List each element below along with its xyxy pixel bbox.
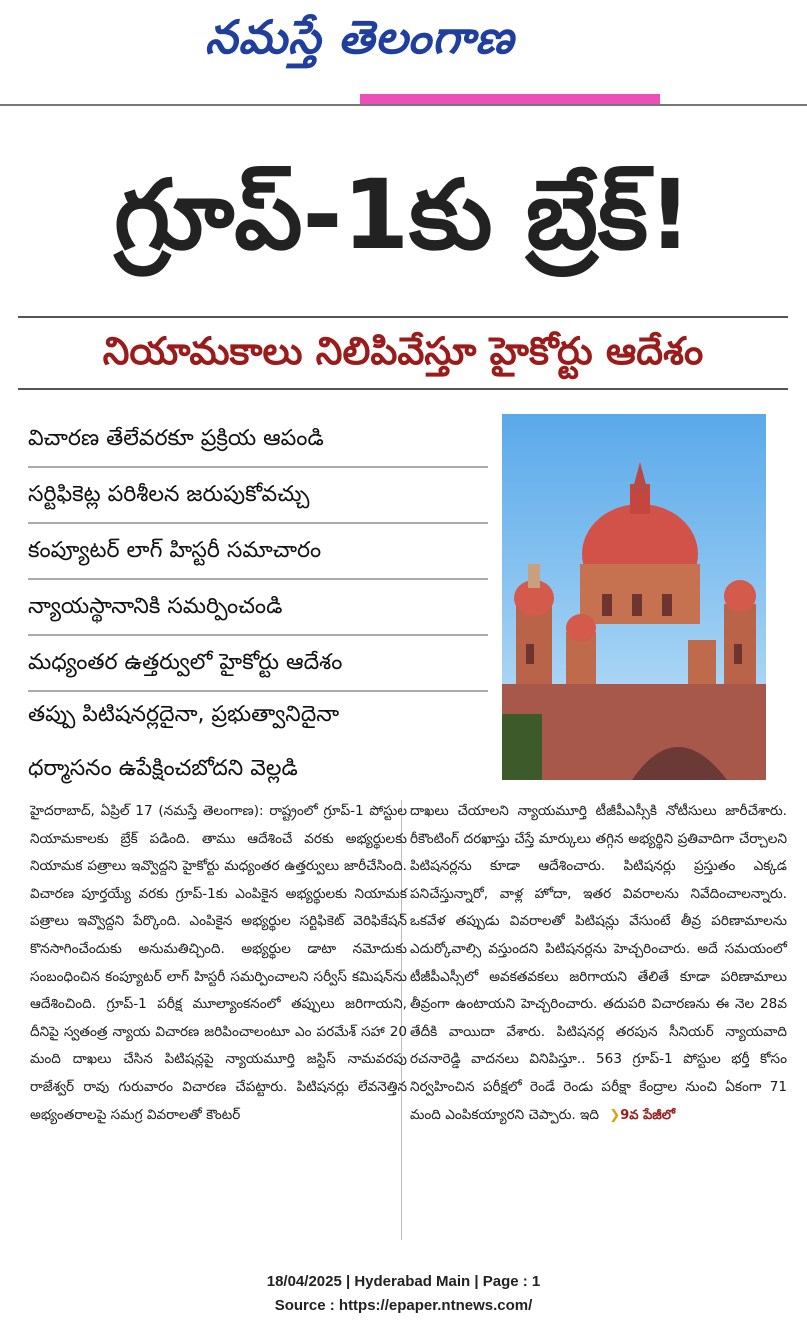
highlight-item: సర్టిఫికెట్ల పరిశీలన జరుపుకోవచ్చు [28, 468, 488, 524]
highlight-item: ధర్మాసనం ఉపేక్షించబోదని వెల్లడి [28, 756, 298, 781]
subheadline-bottom-rule [18, 388, 788, 390]
highlight-item: విచారణ తేలేవరకూ ప్రక్రియ ఆపండి [28, 412, 488, 468]
footer-date-edition: 18/04/2025 | Hyderabad Main | Page : 1 [266, 1273, 541, 1290]
highlight-item: తప్పు పిటిషనర్లదైనా, ప్రభుత్వానిదైనా [28, 702, 340, 727]
high-court-photo [502, 414, 766, 780]
high-court-building-image [502, 414, 766, 780]
headline: గ్రూప్-1కు బ్రేక్! [114, 159, 692, 271]
page-footer [0, 1270, 807, 1318]
highlight-item: మధ్యంతర ఉత్తర్వులో హైకోర్టు ఆదేశం [28, 636, 488, 692]
footer-source[interactable]: Source : https://epaper.ntnews.com/ [274, 1297, 533, 1314]
masthead-rule [0, 104, 807, 106]
subheadline-top-rule [18, 316, 788, 318]
continued-on-page-link[interactable] [609, 1102, 675, 1130]
highlights-list-2 [28, 688, 488, 796]
continued-on-page-label: 9వ పేజీలో [620, 1107, 676, 1123]
article-column-2 [410, 798, 787, 1129]
highlights-list [28, 412, 488, 692]
article-column-1: హైదరాబాద్, ఏప్రిల్ 17 (నమస్తే తెలంగాణ): రాష్ట్రంలో గ్రూప్-1 పోస్టుల నియామకాలకు బ్రేక్ పడింది. తాము ఆదేశించే వరకు అభ్యర్థులకు నియామక పత్రాలు ఇవ్వొద్దని హైకోర్టు మధ్యంతర ఉత్తర్వులు జారీచేసింది. విచారణ పూర్తయ్యే వరకు గ్రూప్-1కు ఎంపికైన అభ్యర్థులకు నియామక పత్రాలు ఇవ్వొద్దని పేర్కొంది. ఎంపికైన అభ్యర్థుల సర్టిఫికెట్ వెరిఫికేషన్ కొనసాగించేందుకు అనుమతిచ్చింది. అభ్యర్థుల డాటా నమోదుకు సంబంధించిన కంప్యూటర్ లాగ్ హిస్టరీ సమర్పించాలని సర్వీస్ కమిషన్‌ను ఆదేశించింది. గ్రూప్-1 పరీక్ష మూల్యాంకనంలో తప్పులు జరిగాయని, దీనిపై స్వతంత్ర న్యాయ విచారణ జరిపించాలంటూ ఎం పరమేశ్ సహా 20 మంది దాఖలు చేసిన పిటిషన్లపై న్యాయమూర్తి జస్టిస్ నామవరపు రాజేశ్వర్ రావు గురువారం విచారణ చేపట్టారు. పిటిషనర్లు లేవనెత్తిన అభ్యంతరాలపై సమగ్ర వివరాలతో కౌంటర్ [30, 803, 407, 1123]
article-column-2-text: దాఖలు చేయాలని న్యాయమూర్తి టీజీపీఎస్సీకి నోటీసులు జారీచేశారు. రీకౌంటింగ్ దరఖాస్తు చేస్తే మార్కులు తగ్గిన అభ్యర్థిని ప్రతివాదిగా చేర్చాలని పిటిషనర్లను కూడా ఆదేశించారు. పిటిషనర్లు ప్రస్తుతం ఎక్కడ పనిచేస్తున్నారో, వాళ్ల హోదా, ఇతర వివరాలను నివేదించాలన్నారు. ఒకవేళ తప్పుడు వివరాలతో పిటిషన్లు వేసుంటే తీవ్ర పరిణామాలను ఎదుర్కోవాల్సి వస్తుందని పిటిషనర్లను హెచ్చరించారు. అదే సమయంలో టీజీపీఎస్సీలో అవకతవకలు జరిగాయని తేలితే కూడా పరిణామాలు తీవ్రంగా ఉంటాయని హెచ్చరించారు. తదుపరి విచారణను ఈ నెల 28వ తేదీకి వాయిదా వేశారు. పిటిషనర్ల తరపున సీనియర్ న్యాయవాది రచనారెడ్డి వాదనలు వినిపిస్తూ.. 563 గ్రూప్-1 పోస్టుల భర్తీ కోసం నిర్వహించిన పరీక్షలో రెండే రెండు పరీక్షా కేంద్రాల నుంచి ఏకంగా 71 మంది ఎంపికయ్యారని చెప్పారు. ఇది [410, 803, 787, 1123]
newspaper-logo: నమస్తే తెలంగాణ [205, 10, 515, 64]
subheadline: నియామకాలు నిలిపివేస్తూ హైకోర్టు ఆదేశం [102, 329, 704, 373]
continue-arrow-icon: ❯ [609, 1107, 621, 1123]
highlight-item: న్యాయస్థానానికి సమర్పించండి [28, 580, 488, 636]
masthead [0, 0, 807, 108]
highlight-item: కంప్యూటర్ లాగ్ హిస్టరీ సమాచారం [28, 524, 488, 580]
